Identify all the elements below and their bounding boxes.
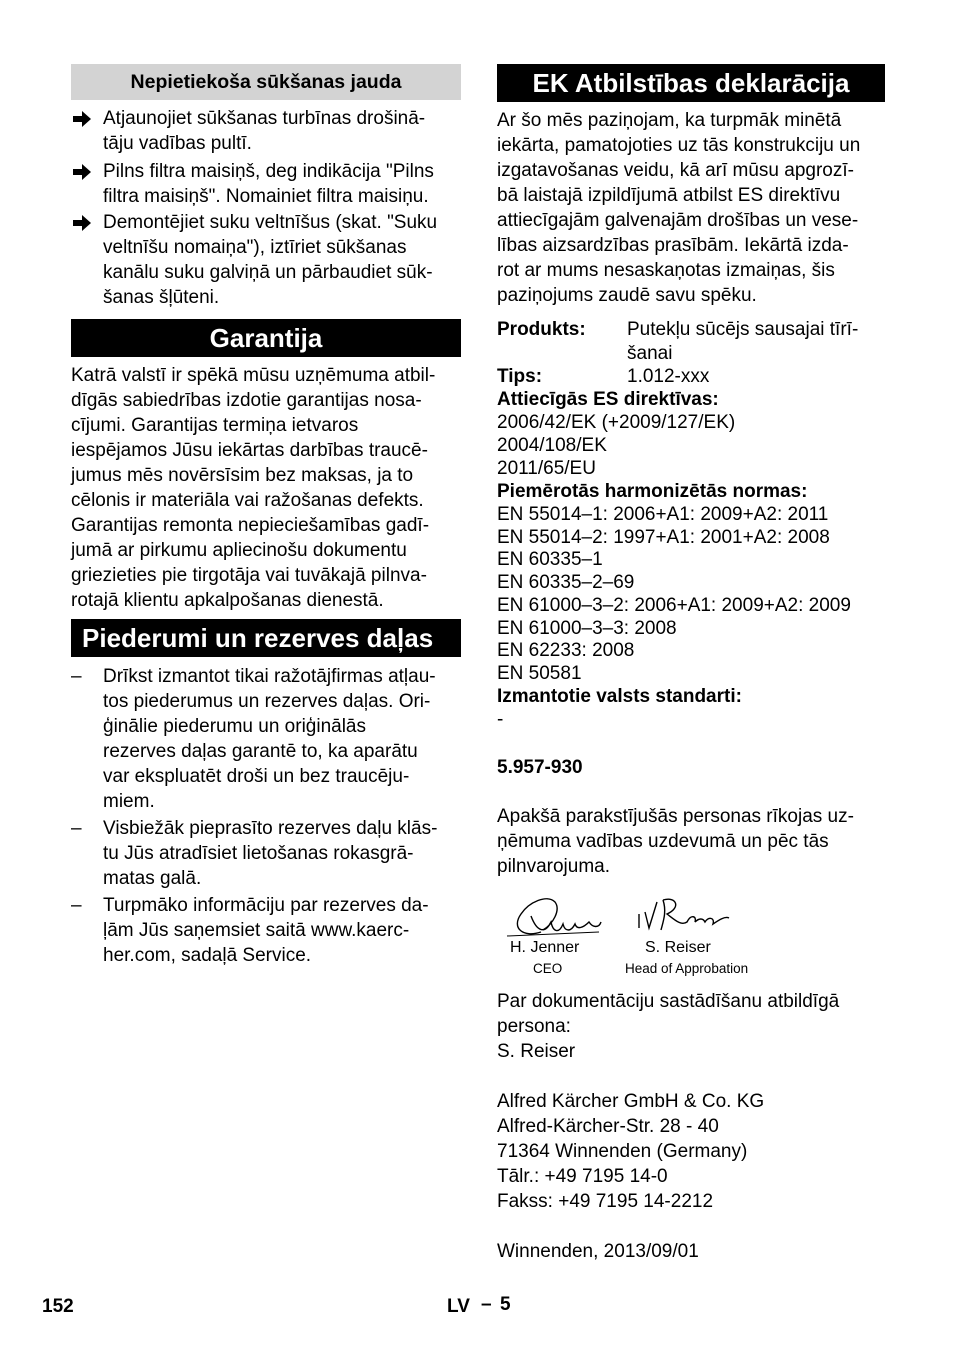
signers-text: Apakšā parakstījušās personas rīkojas uz- ņēmuma vadības uzdevumā un pēc tās pilnvarojuma. bbox=[497, 806, 854, 877]
norm-item: EN 61000–3–2: 2006+A1: 2009+A2: 2009 bbox=[497, 595, 851, 616]
signer-role: Head of Approbation bbox=[625, 961, 749, 976]
company-line: Alfred-Kärcher-Str. 28 - 40 bbox=[497, 1116, 719, 1137]
footer-dash: – bbox=[481, 1294, 492, 1315]
norm-item: EN 55014–1: 2006+A1: 2009+A2: 2011 bbox=[497, 504, 829, 525]
dash-bullet: – bbox=[71, 666, 82, 687]
list-item-text: Pilns filtra maisiņš, deg indikācija "Pilns filtra maisiņš". Nomainiet filtra maisiņu. bbox=[103, 161, 434, 207]
section-subheading: Nepietiekoša sūkšanas jauda bbox=[71, 64, 461, 100]
documentation-person: S. Reiser bbox=[497, 1041, 576, 1062]
signer-name: H. Jenner bbox=[510, 939, 580, 956]
list-item-text: Visbiežāk pieprasīto rezerves daļu klās- tu Jūs atradīsiet lietošanas rokasgrā- matas galā. bbox=[103, 818, 438, 889]
directive-item: 2006/42/EK (+2009/127/EK) bbox=[497, 412, 736, 433]
dash-bullet: – bbox=[71, 895, 82, 916]
accessories-heading: Piederumi un rezerves daļas bbox=[71, 619, 461, 657]
company-line: Tālr.: +49 7195 14-0 bbox=[497, 1166, 668, 1187]
norm-item: EN 55014–2: 1997+A1: 2001+A2: 2008 bbox=[497, 527, 830, 548]
norm-item: EN 60335–1 bbox=[497, 549, 603, 570]
list-item bbox=[71, 210, 461, 310]
list-item-text: Demontējiet suku veltnīšus (skat. "Suku veltnīšu nomaiņa"), iztīriet sūkšanas kanālu suku galviņā un pārbaudiet sūk- šanas šļūteni. bbox=[103, 212, 438, 308]
dash-bullet: – bbox=[71, 818, 82, 839]
arrow-icon bbox=[71, 210, 99, 235]
list-item bbox=[71, 893, 461, 969]
list-item bbox=[71, 106, 461, 156]
warranty-heading: Garantija bbox=[71, 319, 461, 357]
company-line: Alfred Kärcher GmbH & Co. KG bbox=[497, 1091, 765, 1112]
norm-item: EN 61000–3–3: 2008 bbox=[497, 618, 677, 639]
list-item bbox=[71, 816, 461, 892]
documentation-person-label: Par dokumentāciju sastādīšanu atbildīgā persona: bbox=[497, 991, 840, 1037]
document-number: 5.957-930 bbox=[497, 757, 583, 778]
list-item-text: Turpmāko informāciju par rezerves da- ļām Jūs saņemsiet saitā www.kaerc- her.com, sadaļā Service. bbox=[103, 895, 429, 966]
national-standards-value: - bbox=[497, 709, 504, 730]
product-value: Putekļu sūcējs sausajai tīrī- šanai bbox=[627, 319, 859, 364]
arrow-icon bbox=[71, 159, 99, 184]
company-line: 71364 Winnenden (Germany) bbox=[497, 1141, 748, 1162]
directive-item: 2004/108/EK bbox=[497, 435, 607, 456]
signer-name: S. Reiser bbox=[645, 939, 711, 956]
signer-role: CEO bbox=[533, 961, 563, 976]
language-code: LV bbox=[447, 1296, 470, 1317]
norm-item: EN 62233: 2008 bbox=[497, 640, 635, 661]
warranty-text: Katrā valstī ir spēkā mūsu uzņēmuma atbil- dīgās sabiedrības izdotie garantijas nosa- cījumi. Garantijas termiņa ietvaros iespējamos Jūsu iekārtas darbības traucē- jumus mēs novērsīsim bez maksas, ja to cēlonis ir materiāla vai ražošanas defekts. Garantijas remonta nepieciešamības gadī- jumā ar pirkumu apliecinošu dokumentu griezieties pie tirgotāja vai tuvākajā pilnva- rotajā klientu apkalpošanas dienestā. bbox=[71, 365, 436, 611]
sub-page-number: 5 bbox=[500, 1294, 511, 1315]
declaration-heading: EK Atbilstības deklarācija bbox=[497, 64, 885, 102]
norm-item: EN 50581 bbox=[497, 663, 582, 684]
list-item bbox=[71, 664, 461, 814]
national-standards-label: Izmantotie valsts standarti: bbox=[497, 686, 742, 707]
signature-reiser bbox=[633, 892, 733, 936]
company-line: Fakss: +49 7195 14-2212 bbox=[497, 1191, 714, 1212]
type-label: Tips: bbox=[497, 366, 543, 387]
norms-label: Piemērotās harmonizētās normas: bbox=[497, 481, 808, 502]
directives-label: Attiecīgās ES direktīvas: bbox=[497, 389, 719, 410]
norm-item: EN 60335–2–69 bbox=[497, 572, 635, 593]
directive-item: 2011/65/EU bbox=[497, 458, 596, 479]
page-number: 152 bbox=[42, 1296, 74, 1317]
declaration-intro: Ar šo mēs paziņojam, ka turpmāk minētā iekārta, pamatojoties uz tās konstrukciju un izgatavošanas veidu, kā arī mūsu apgrozī- bā laistajā izpildījumā atbilst ES direktīvu attiecīgajām galvenajām drošības un vese- lības aizsardzības prasībām. Iekārtā izda- rot ar mums nesaskaņotas izmaiņas, šis paziņojums zaudē savu spēku. bbox=[497, 110, 861, 306]
list-item-text: Drīkst izmantot tikai ražotājfirmas atļau- tos piederumus un rezerves daļas. Ori- ģinālie piederumu un oriģinālās rezerves daļas garantē to, ka aparātu var ekspluatēt droši un bez traucēju- miem. bbox=[103, 666, 436, 812]
list-item bbox=[71, 159, 461, 209]
place-date: Winnenden, 2013/09/01 bbox=[497, 1241, 699, 1262]
list-item-text: Atjaunojiet sūkšanas turbīnas drošinā- tāju vadības pultī. bbox=[103, 108, 426, 154]
product-label: Produkts: bbox=[497, 319, 586, 340]
type-value: 1.012-xxx bbox=[627, 366, 710, 387]
arrow-icon bbox=[71, 106, 99, 131]
